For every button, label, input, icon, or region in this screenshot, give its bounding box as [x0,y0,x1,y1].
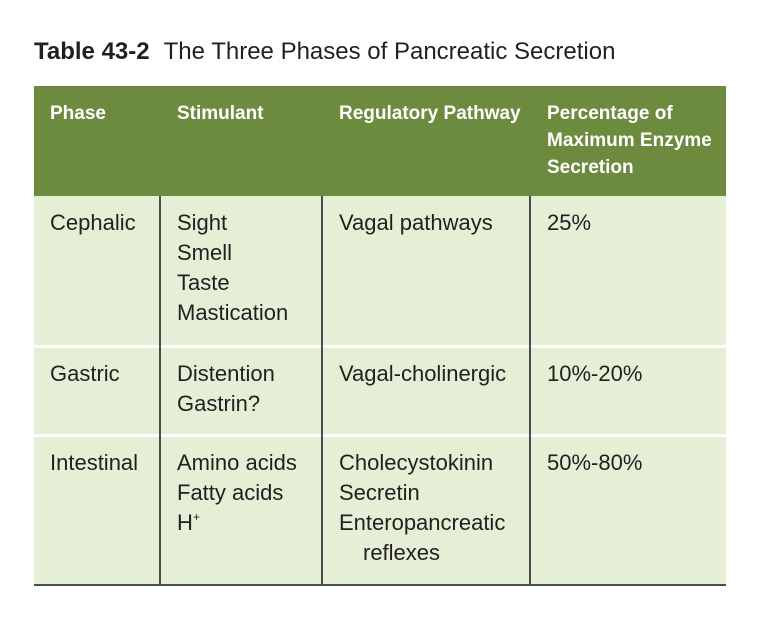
cell-pathway [339,359,506,389]
pathway-item: reflexes [363,540,441,565]
cell-phase: Intestinal [50,450,139,475]
header-percentage [547,100,712,181]
stimulant-item [177,508,297,538]
header-regulatory-pathway: Regulatory Pathway [339,103,521,124]
stimulant-item: Taste [177,270,230,295]
header-percentage-line: Maximum Enzyme [547,130,712,151]
column-divider [321,196,323,584]
column-divider [159,196,161,584]
table-caption [34,38,615,66]
hydrogen-symbol: H [177,510,193,535]
cell-pathway [339,448,505,568]
table-number: Table 43-2 [34,38,150,65]
cell-phase: Cephalic [50,210,136,235]
pancreatic-secretion-table [34,86,726,586]
stimulant-item: Amino acids [177,450,297,475]
pathway-item: Vagal-cholinergic [339,361,507,386]
cell-percentage: 10%-20% [547,361,643,386]
header-stimulant: Stimulant [177,103,264,124]
header-phase: Phase [50,103,106,124]
table-header-row [34,86,726,196]
cell-phase: Gastric [50,361,120,386]
stimulant-item: Distention [177,361,275,386]
stimulant-item: Gastrin? [177,391,261,416]
superscript-plus: + [192,510,200,524]
table-title: The Three Phases of Pancreatic Secretion [163,38,616,65]
stimulant-item: Fatty acids [177,480,284,505]
column-divider [529,196,531,584]
stimulant-item: Sight [177,210,228,235]
stimulant-item: Mastication [177,300,289,325]
pathway-item: Secretin [339,480,420,505]
cell-stimulant [177,359,275,419]
stimulant-item: Smell [177,240,233,265]
cell-stimulant [177,208,288,328]
pathway-item: Cholecystokinin [339,450,494,475]
cell-percentage: 50%-80% [547,450,643,475]
cell-pathway [339,208,493,238]
header-percentage-line: Secretion [547,157,634,178]
table-bottom-rule [34,584,726,586]
cell-percentage: 25% [547,210,592,235]
cell-stimulant [177,448,297,538]
header-percentage-line: Percentage of [547,103,673,124]
pathway-item: Vagal pathways [339,210,493,235]
pathway-item: Enteropancreatic [339,510,506,535]
